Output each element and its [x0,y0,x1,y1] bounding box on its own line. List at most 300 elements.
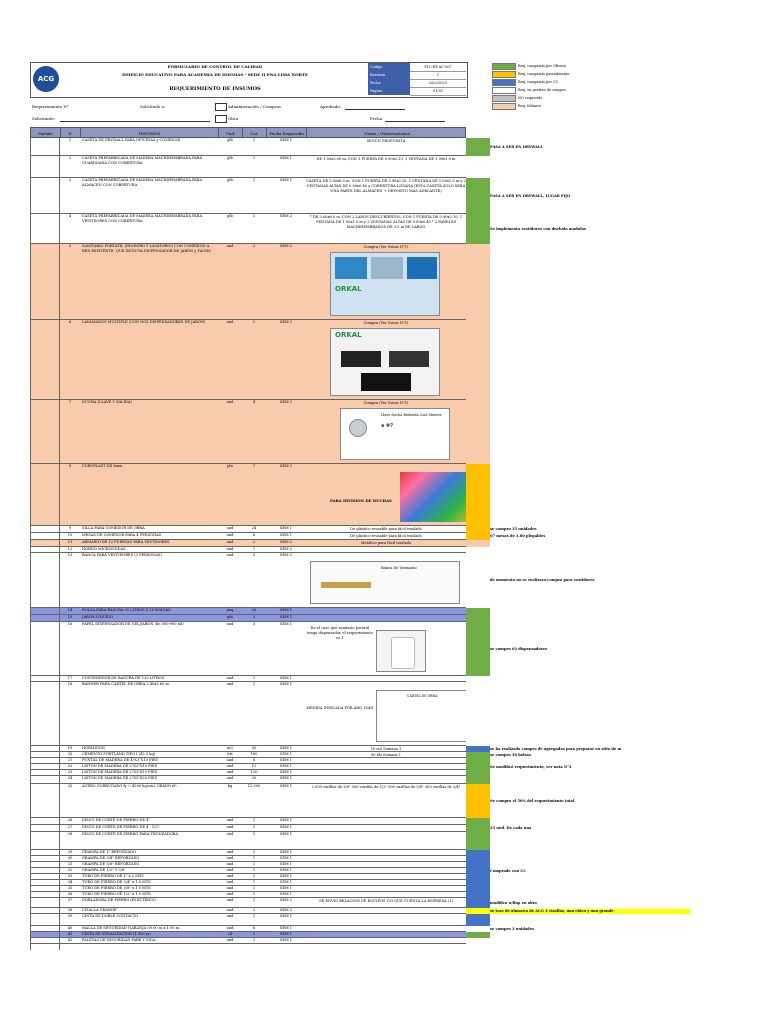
item-description: TUBO DE FIERRO DE 1" x 2 MTS [82,874,144,878]
item-unit: und [226,764,234,768]
item-description: CIZALLA GRANDE [82,908,117,912]
item-unit: glb [227,178,233,182]
item-description: GRAMPA DE 1" REFORZADO [82,850,136,854]
item-number: 38 [67,908,73,912]
item-number: 20 [67,752,73,756]
item-quantity: 1 [252,682,256,686]
status-color-cell [466,608,490,615]
item-quantity: 1 [252,880,256,884]
item-date: SEM 1 [279,615,293,619]
company-logo: ACG [33,66,59,92]
item-date: SEM 1 [279,608,293,612]
table-row [30,156,466,178]
item-unit: und [226,758,234,762]
item-quantity: 20 [251,608,257,612]
status-color-cell [466,615,490,622]
meta-revision: Revision 1 [368,71,466,79]
item-unit: glb [227,138,233,142]
document-title: REQUERIMIENTO DE INSUMOS [169,86,261,92]
image-dispensador [376,630,426,672]
item-number: 23 [67,770,73,774]
item-number: 33 [67,874,73,878]
status-note: se compro 35 unidades [490,527,537,531]
status-color-cell [466,784,490,818]
status-color-cell [466,622,490,676]
item-description: LISTON DE MADERA DE 2"X2"X10 PIES [82,764,158,768]
item-quantity: 120 [250,770,258,774]
sink-photo [361,373,411,391]
item-description: JABON LIQUIDO [82,615,114,619]
item-description: PAPEL DISPENSADOR DE GEL/JABON (de 500-900 ml) [82,622,184,626]
item-number: 35 [67,886,73,890]
legend-item: Req. comprado parcialmente [492,71,582,78]
col-partida: Partida [31,128,61,139]
item-note: Metálico para fácil traslado [360,541,412,545]
item-unit: und [226,547,234,551]
item-note: MEDIDA INDICADA POR ARQ. IVAN [306,706,374,710]
status-note: PASA A SER EN DRYWALL, LUGAR FIJO [490,193,571,198]
item-number: 18 [67,682,73,686]
shower-head-icon [349,419,367,437]
item-unit: und [226,770,234,774]
item-quantity: 1 [252,825,256,829]
item-number: 10 [67,533,73,537]
project-title: EDIFICIO EDUCATIVO PARA ACADEMIA DE IDIOMAS - SEDE II PNA LIMA NORTE [122,72,308,77]
item-date: SEM 1 [279,926,293,930]
item-unit: und [226,540,234,544]
site-label: Obra [228,116,239,121]
item-number: 9 [68,526,72,530]
item-date: SEM 1 [279,880,293,884]
admin-label: Administración / Compras [228,104,281,109]
legend-item: Req. comprado por Oficina [492,63,582,70]
item-unit: und [226,886,234,890]
toilet-photo [371,257,403,279]
item-note: Compra (Ver Notas N°1) [363,401,409,405]
item-unit: und [226,825,234,829]
item-date: SEM 1 [279,874,293,878]
status-note: modifica w/flap en obra [490,900,537,905]
item-number: 3 [68,178,72,182]
item-quantity: 1 [252,862,256,866]
item-description: CASETA PREFABRICADA DE MADERA MACHIHEMBRADA PARA ALMACEN CON COBERTURA [82,178,203,187]
status-color-cell [466,400,490,464]
status-color-cell [466,138,490,156]
item-date: SEM 1 [279,764,293,768]
item-quantity: 20 [251,776,257,780]
legend-item: Req. comprado por CC [492,79,582,86]
item-date: SEM 1 [279,178,293,182]
status-color-cell [466,214,490,244]
table-row [30,608,466,615]
item-quantity: 6 [252,533,256,537]
item-description: COROPLAST DE 8mm [82,464,123,468]
item-quantity: 3 [252,553,256,557]
item-description: BOLSA PARA BASURA 35 LITROS X 10 BOLSAS [82,608,171,612]
item-quantity: 7 [252,464,256,468]
item-number: 39 [67,914,73,918]
item-number: 5 [68,244,72,248]
item-date: SEM 1 [279,932,293,936]
item-number: 25 [67,784,73,788]
item-unit: und [226,850,234,854]
item-unit: und [226,898,234,902]
item-unit: und [226,244,234,248]
item-number: 34 [67,880,73,884]
item-quantity: 1 [252,898,256,902]
status-note: 25 und. De cada una [490,826,532,830]
item-number: 42 [67,938,73,942]
item-unit: und [226,908,234,912]
item-quantity: 2 [252,244,256,248]
date-field[interactable] [385,121,445,122]
item-note: SEGÚN PROPUESTA [366,139,406,143]
sink-photo [341,351,381,367]
table-row [30,832,466,850]
item-quantity: 12 [251,764,257,768]
item-description: CASETA PREFABRICADA DE MADERA MACHIHEMBRADA PARA VESTIDORES CON COBERTURA [82,214,203,223]
form-title: FORMULARIO DE CONTROL DE CALIDAD [167,64,263,69]
item-description: CONTENEDOR DE BASURA DE 120 LITROS [82,676,165,680]
item-date: SEM 1 [279,533,293,537]
item-quantity: 6 [252,758,256,762]
item-description: SANITARIO PORTATIL (INODORO Y LAVATORIO) CON CONEXIÓN A RED EXISTENTE, QUE INCLUYA DISPENSADOR DE JABÓN y TACHO [82,244,212,253]
item-unit: und [226,682,234,686]
item-quantity: 1 [252,138,256,142]
item-date: SEM 2 [279,214,293,218]
status-note: 07 mesas de 1.80 plegables [490,534,546,538]
item-date: SEM 2 [279,553,293,557]
item-number: 19 [67,746,73,750]
item-date: SEM 1 [279,770,293,774]
status-note: de momento no se realizara compra para vestidores [490,578,595,582]
status-color-cell [466,832,490,850]
item-date: SEM 1 [279,938,293,942]
meta-page: Pagina 01/01 [368,87,466,95]
table-row [30,214,466,244]
item-quantity: 1 [252,178,256,182]
item-description: CINTA DE SEÑALIZACION (1,000 m) [82,932,151,936]
status-color-cell [466,553,490,608]
item-quantity: 2 [252,540,256,544]
toilet-photo [335,257,367,279]
item-quantity: 1 [252,850,256,854]
item-date: SEM 2 [279,320,293,324]
item-description: CASETA PREFABRICADA DE MADERA MACHIHEMBRADA PARA GUARDIANIA CON COBERTURA [82,156,203,165]
approved-label: Aprobado: [320,104,342,109]
item-description: DISCO DE CORTE DE FIERRO DE 4" [82,818,151,822]
item-quantity: 2 [252,908,256,912]
item-unit: glb [227,214,233,218]
item-date: SEM 1 [279,156,293,160]
admin-checkbox[interactable] [215,103,227,111]
item-quantity: 1 [252,856,256,860]
item-date: SEM 2 [279,244,293,248]
item-description: TUBO DE FIERRO DE 1/2" x 1.5 MTS [82,892,151,896]
item-date: SEM 1 [279,868,293,872]
item-unit: und [226,832,234,836]
item-date: SEM 1 [279,526,293,530]
item-number: 40 [67,926,73,930]
approved-field[interactable] [345,109,405,110]
item-unit: und [226,856,234,860]
item-date: SEM 1 [279,856,293,860]
item-number: 32 [67,868,73,872]
status-note: se compro 50 bolsas [490,752,531,757]
legend-item: Req. faltante [492,103,582,110]
item-description: CEMENTO PORTLAND TIPO I (42.5 kg) [82,752,156,756]
item-number: 41 [67,932,73,936]
item-number: 22 [67,764,73,768]
item-unit: und [226,868,234,872]
item-unit: und [226,938,234,942]
item-number: 14 [67,608,73,612]
req-number-label: Requerimiento N° [32,104,69,109]
item-date: SEM 1 [279,892,293,896]
item-description: BANCA PARA VESTIDORES (3 PERSONAS) [82,553,162,557]
item-note: Compra (Ver Notas N°1) [363,321,409,325]
item-date: SEM 1 [279,862,293,866]
item-unit: und [226,533,234,537]
item-number: 26 [67,818,73,822]
col-qty: Cnt. [243,128,267,139]
table-row [30,244,466,320]
item-number: 2 [68,156,72,160]
item-number: 12 [67,547,73,551]
item-date: SEM 1 [279,825,293,829]
table-row [30,682,466,746]
status-color-cell [466,776,490,784]
item-date: SEM 1 [279,746,293,750]
item-quantity: 3 [252,622,256,626]
item-unit: und [226,914,234,918]
requested-to-label: Solicitado a: [140,104,166,109]
status-color-cell [466,682,490,746]
item-unit: bls [227,752,233,756]
col-item: It. [61,128,81,139]
item-quantity: 1 [252,320,256,324]
table-row [30,898,466,908]
banner-caption: CARTEL DE OBRA [407,694,438,698]
table-row [30,818,466,825]
item-date: SEM 1 [279,914,293,918]
table-row [30,615,466,622]
status-color-cell [466,320,490,400]
item-unit: gln [227,615,233,619]
item-note: SE ENVIO RELACION DE EQUIPOS Y/O QUE CUENTA LA EMPRESA (1) [319,899,453,903]
sink-photo [389,351,429,367]
item-number: 7 [68,400,72,404]
item-description: TUBO DE FIERRO DE 3/4" x 1.5 MTS [82,880,151,884]
table-row [30,320,466,400]
bench-photo [321,582,371,588]
item-quantity: 1 [252,868,256,872]
item-description: PUNTAL DE MADERA DE 4"X3"X10 PIES [82,758,159,762]
table-row [30,400,466,464]
item-quantity: 1 [252,892,256,896]
status-color-cell [466,938,490,944]
image-lavamanos [330,328,440,396]
item-description: ARMARIO DE 12 PUERTAS PARA VESTIDORES [82,540,170,544]
item-quantity: 1 [252,886,256,890]
item-note: 90 bls Semana 1 [370,753,402,757]
status-note: se compro 3 unidades [490,926,535,931]
status-note: Se modificó requerimiento, ver nota N°2 [490,764,572,769]
item-description: CASETA DE DRYWALL PARA OFICINAS y COMEDOR [82,138,181,142]
item-description: MESAS DE COMEDOR PARA 4 PERSONAS [82,533,162,537]
item-unit: und [226,776,234,780]
item-date: SEM 1 [279,850,293,854]
item-unit: und [226,818,234,822]
item-date: SEM 2 [279,898,293,902]
item-unit: pln [227,464,233,468]
item-description: LAVAMANOS MULTIPLE (CON DOS DISPENSADORES DE JABON) [82,320,206,324]
item-description: CINTA DE DOBLE CONTACTO [82,914,139,918]
table-row [30,526,466,533]
dispenser-photo [391,637,415,669]
status-color-cell [466,526,490,533]
item-number: 8 [68,464,72,468]
item-quantity: 1 [252,214,256,218]
item-date: SEM 1 [279,784,293,788]
item-note: De plástico reusable para fácil traslado [350,527,422,531]
item-description: GRAMPA DE 5/8" REFORZADO [82,862,140,866]
item-number: 1 [68,138,72,142]
item-date: SEM 1 [279,818,293,822]
item-number: 37 [67,898,73,902]
item-unit: und [226,622,234,626]
item-unit: und [226,320,234,324]
status-note: se trae de almacen de ACG 2 cizallas, una chica y una grande [490,909,690,914]
legend-item: NO requerido [492,95,582,102]
item-quantity: 50 [251,746,257,750]
table-row [30,540,466,547]
table-row [30,622,466,676]
item-quantity: 24 [251,526,257,530]
item-unit: und [226,880,234,884]
status-color-cell [466,898,490,908]
item-note: 2,000 varillas de 3/8" 300 varillas de 1/2" 600 varillas de 5/8" 300 varillas de 3/4" [311,785,461,789]
item-quantity: 6 [252,926,256,930]
item-note: * DE 3.00x6.0 m, CON 2 LADOS DESCUBIERTOS, CON 1 PUERTA DE 0.90x2.10, 1 VENTANA DE 1.00x1.0 m y 2 VENTANAS ALTAS DE 0.80x0.40 * 2 PANELES MACHIHEMBRADOS DE 3.0 m DE LARGO [309,215,463,229]
image-label: PARA DIVISION DE DUCHAS [330,498,392,503]
item-description: GRAMPA DE 1/2" Y 3/8" [82,868,126,872]
item-date: SEM 1 [279,676,293,680]
meta-code: Codigo FLC-RT-AC-007 [368,63,466,71]
brand-logo: ORKAL [335,331,362,339]
status-color-cell [466,178,490,214]
date-label: Fecha [370,116,383,121]
status-color-cell [466,914,490,926]
item-description: LISTON DE MADERA DE 2"X3"X20 PIES [82,776,158,780]
item-date: SEM 2 [279,547,293,551]
table-row [30,533,466,540]
meta-date: Fecha 28/2/2023 [368,79,466,87]
item-number: 6 [68,320,72,324]
table-row [30,553,466,608]
table-row [30,776,466,784]
item-date: SEM 2 [279,400,293,404]
requester-field[interactable] [60,121,210,122]
item-date: SEM 1 [279,622,293,626]
item-description: TUBO DE FIERRO DE 5/8" x 1.5 MTS [82,886,151,890]
item-note: CASETA DE 3.00x6.0 m, CON 1 PUERTA DE 0.90x2.10, 1 VENTANA DE 1.00x1.0 m y 2 VENTANAS ALTAS DE 0.80x0.40 y COBERTURA LIVIANA (ESTA CASETA SOLO SERA UNA PARTE DEL ALMACEN + DEPOSITO MAS ADELANTE) [306,179,466,193]
item-description: DISCO DE CORTE DE FIERRO DE 4 - 1/2" [82,825,160,829]
requester-label: Solicitante: [32,116,56,121]
item-unit: kg [227,784,233,788]
image-sanitario [330,252,440,316]
status-color-cell [466,533,490,540]
item-description: LISTON DE MADERA DE 2"X3"X10 PIES [82,770,158,774]
item-number: 17 [67,676,73,680]
image-banca [310,561,460,604]
item-number: 13 [67,553,73,557]
item-note: 10 m3 Semana 1 [370,747,402,751]
item-quantity: 1 [252,832,256,836]
item-date: SEM 2 [279,908,293,912]
toilet-photo [407,257,437,279]
item-unit: und [226,553,234,557]
item-note: DE 1.50x3.00 m, CON 1 PUERTA DE 0.90x2.10, 1 VENTANA DE 1.00x1.0 m [316,157,456,161]
item-quantity: 4 [252,400,256,404]
item-number: 30 [67,856,73,860]
table-row [30,178,466,214]
product-caption: Llave Ducha Redonda Cool Shower [381,413,442,417]
item-number: 28 [67,832,73,836]
table-row [30,464,466,526]
image-ducha [340,408,450,460]
item-description: BANNER PARA CARTEL DE OBRA 2.40x3.60 m [82,682,169,686]
item-unit: und [226,676,234,680]
table-row [30,784,466,818]
item-unit: und [226,926,234,930]
item-description: DISCO DE CORTE DE FIERRO PARA TRONZADORA [82,832,178,836]
item-number: 31 [67,862,73,866]
site-checkbox[interactable] [215,115,227,123]
item-unit: und [226,400,234,404]
item-quantity: 1 [252,676,256,680]
item-number: 24 [67,776,73,780]
status-note: Se implementa vestidores con duchola modulos [490,226,587,231]
item-quantity: 1 [252,938,256,942]
item-note: Compra (Ver Notas N°1) [363,245,409,249]
item-note: De plástico reusable para fácil traslado [350,534,422,538]
status-color-cell [466,156,490,178]
status-color-cell [466,825,490,832]
col-insumos: INSUMOS [81,128,219,139]
col-notes: Notas / Observaciones [364,131,410,136]
col-date: Fecha Requerida [267,128,307,139]
item-quantity: 1 [252,914,256,918]
table-row [30,914,466,926]
item-note: En el caso que sanitario portatil tenga dispensador, el requerimiento es 1 [306,626,374,640]
item-number: 4 [68,214,72,218]
item-unit: und [226,874,234,878]
item-description: GRAMPA DE 3/4" REFORZADO [82,856,140,860]
item-unit: paq [226,608,234,612]
item-number: 36 [67,892,73,896]
status-note: Comprado con CC [490,868,527,873]
status-color-cell [466,818,490,825]
item-number: 16 [67,622,73,626]
item-number: 11 [67,540,73,544]
status-note: se ha realizado compra de agregados para preparar en sitio de m [490,746,622,751]
item-number: 21 [67,758,73,762]
item-unit: und [226,526,234,530]
item-date: SEM 1 [279,886,293,890]
status-note: PASA A SER EN DRYWALL [490,144,543,149]
item-description: PALETAS DE SEGURIDAD PARE Y SIGA [82,938,156,942]
